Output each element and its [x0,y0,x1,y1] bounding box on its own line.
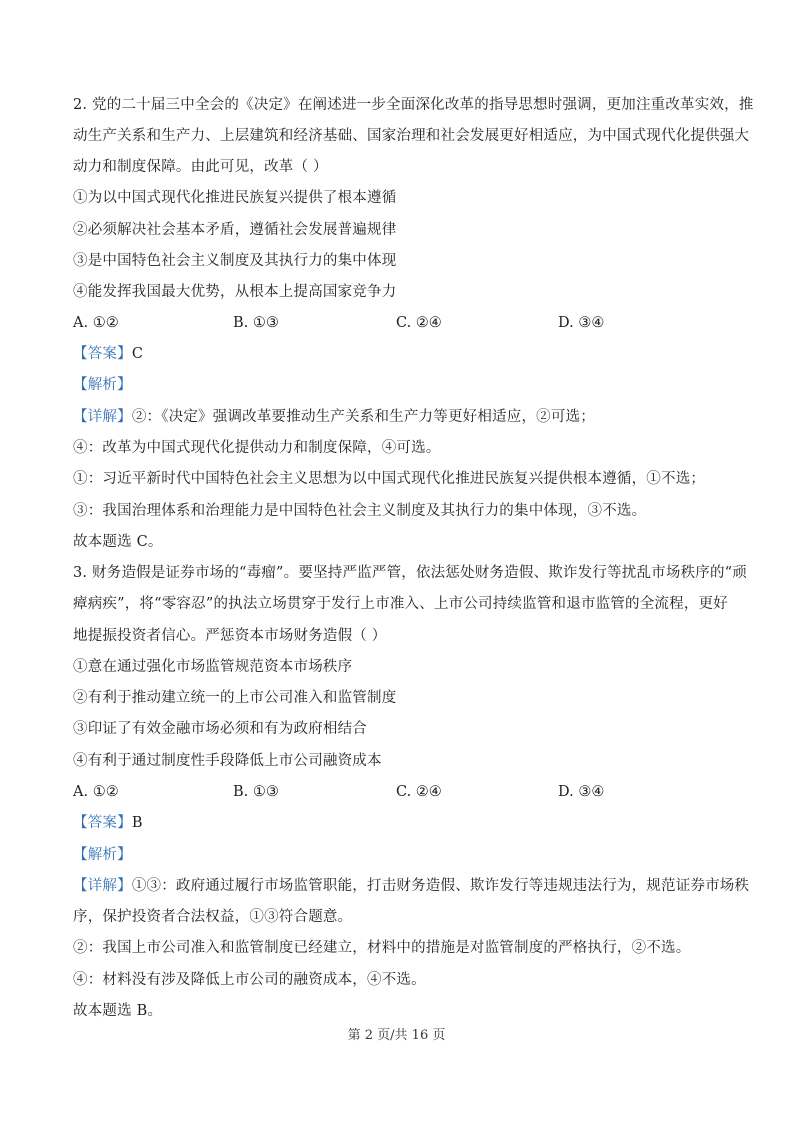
q2-detail-text-1: ②：《决定》强调改革要推动生产关系和生产力等更好相适应，②可选； [131,409,595,425]
q3-detail-text-1: ①③：政府通过履行市场监管职能，打击财务造假、欺诈发行等违规违法行为，规范证券市场秩 [131,878,750,894]
q3-detail-2: 序，保护投资者合法权益，①③符合题意。 [73,909,353,925]
q2-detail-label: 【详解】 [73,409,132,425]
q3-option-3: ③印证了有效金融市场必须和有为政府相结合 [73,721,367,737]
q3-analysis-label: 【解析】 [73,847,132,863]
q3-choice-d: D. ③④ [558,784,605,800]
q3-option-2: ②有利于推动建立统一的上市公司准入和监管制度 [73,690,397,706]
q2-stem-line-1: 2. 党的二十届三中全会的《决定》在阐述进一步全面深化改革的指导思想时强调，更加注重改革实效，推 [73,97,754,113]
q3-conclusion: 故本题选 B。 [73,1003,163,1019]
q3-stem-line-1: 3. 财务造假是证券市场的“毒瘤”。要坚持严监严管，依法惩处财务造假、欺诈发行等扰乱市场秩序的“顽 [73,565,747,581]
q2-detail-1 [73,407,721,427]
q3-detail-1 [73,876,750,896]
q2-answer-value: C [131,346,144,362]
q2-choice-b: B. ①③ [233,315,279,331]
q2-stem-line-2: 动生产关系和生产力、上层建筑和经济基础、国家治理和社会发展更好相适应，为中国式现代化提供强大 [73,128,750,144]
q3-answer [73,813,721,833]
q2-answer [73,344,721,364]
q3-choice-b: B. ①③ [233,784,279,800]
q2-choice-c: C. ②④ [396,315,442,331]
q2-option-4: ④能发挥我国最大优势，从根本上提高国家竞争力 [73,284,397,300]
q3-option-4: ④有利于通过制度性手段降低上市公司融资成本 [73,753,382,769]
q2-stem-line-3: 动力和制度保障。由此可见，改革（ ） [73,159,328,175]
q2-detail-2: ④：改革为中国式现代化提供动力和制度保障，④可选。 [73,440,441,456]
q2-option-3: ③是中国特色社会主义制度及其执行力的集中体现 [73,253,397,269]
q3-answer-value: B [131,815,143,831]
q2-option-1: ①为以中国式现代化推进民族复兴提供了根本遵循 [73,190,397,206]
q2-detail-3: ①：习近平新时代中国特色社会主义思想为以中国式现代化推进民族复兴提供根本遵循，①不选； [73,471,706,487]
q3-choice-a: A. ①② [73,784,119,800]
q2-answer-label: 【答案】 [73,346,132,362]
q3-detail-label: 【详解】 [73,878,132,894]
q3-option-1: ①意在通过强化市场监管规范资本市场秩序 [73,659,353,675]
q3-detail-4: ④：材料没有涉及降低上市公司的融资成本，④不选。 [73,972,426,988]
q3-stem-line-3: 地提振投资者信心。严惩资本市场财务造假（ ） [73,628,387,644]
q2-analysis-label: 【解析】 [73,377,132,393]
q3-stem-line-2: 瘴病疾”，将“零容忍”的执法立场贯穿于发行上市准入、上市公司持续监管和退市监管的全流程，更好 [73,596,728,612]
page-number-footer: 第 2 页/共 16 页 [347,1028,446,1043]
q3-detail-3: ②：我国上市公司准入和监管制度已经建立，材料中的措施是对监管制度的严格执行，②不选。 [73,940,691,956]
q3-choice-c: C. ②④ [396,784,442,800]
q2-detail-4: ③：我国治理体系和治理能力是中国特色社会主义制度及其执行力的集中体现，③不选。 [73,503,647,519]
q2-choice-d: D. ③④ [558,315,605,331]
q2-conclusion: 故本题选 C。 [73,534,163,550]
q2-option-2: ②必须解决社会基本矛盾，遵循社会发展普遍规律 [73,222,397,238]
q2-choice-a: A. ①② [73,315,119,331]
q3-answer-label: 【答案】 [73,815,132,831]
